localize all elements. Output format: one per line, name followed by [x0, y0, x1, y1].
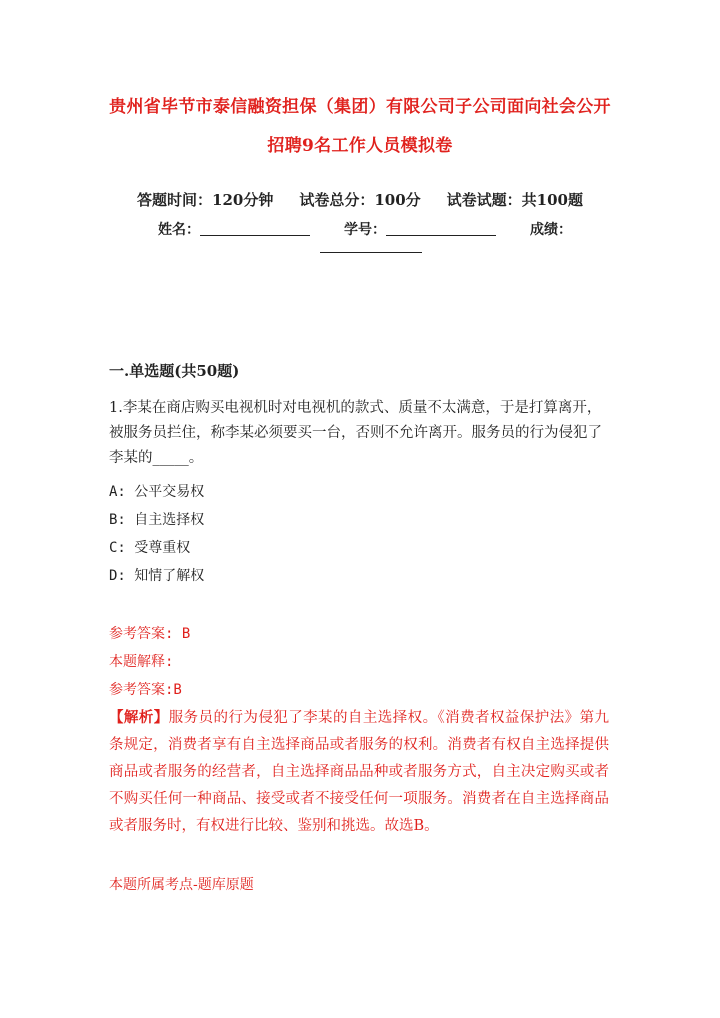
name-label: 姓名： — [158, 222, 200, 238]
document-title-line1: 贵州省毕节市泰信融资担保（集团）有限公司子公司面向社会公开 — [109, 97, 611, 117]
answer-block — [109, 620, 609, 840]
student-id-label: 学号： — [344, 222, 386, 238]
option-c: C: 受尊重权 — [109, 540, 191, 556]
knowledge-point-note: 本题所属考点-题库原题 — [109, 877, 254, 893]
exam-question-count: 试卷试题：共100题 — [446, 191, 583, 209]
student-fields — [158, 219, 572, 239]
name-blank — [200, 221, 310, 236]
score-blank — [320, 252, 422, 253]
option-b: B: 自主选择权 — [109, 512, 205, 528]
exam-time: 答题时间：120分钟 — [137, 191, 274, 209]
section-title: 一.单选题(共50题) — [109, 362, 240, 380]
analysis-text: 服务员的行为侵犯了李某的自主选择权。《消费者权益保护法》第九条规定，消费者享有自主选择商品或者服务的权利。消费者有权自主选择提供商品或者服务的经营者，自主选择商品品种或者服务方式，自主决定购买或者不购买任何一种商品、接受或者不接受任何一项服务。消费者在自主选择商品或者服务时，有权进行比较、鉴别和挑选。故选B。 — [109, 710, 610, 834]
question-options — [109, 478, 204, 590]
document-title-line2: 招聘9名工作人员模拟卷 — [267, 136, 453, 156]
explanation-label: 本题解释: — [109, 654, 174, 670]
reference-answer-2: 参考答案:B — [109, 682, 182, 698]
analysis-tag: 【解析】 — [109, 709, 169, 726]
exam-total-score: 试卷总分：100分 — [299, 191, 421, 209]
analysis — [109, 704, 609, 840]
option-d: D: 知情了解权 — [109, 568, 205, 584]
question-text: 1.李某在商店购买电视机时对电视机的款式、质量不太满意，于是打算离开，被服务员拦住，称李某必须要买一台，否则不允许离开。服务员的行为侵犯了李某的_____。 — [109, 400, 602, 466]
score-label: 成绩： — [530, 222, 572, 238]
reference-answer: 参考答案: B — [109, 626, 191, 642]
exam-meta — [60, 189, 660, 210]
student-id-blank — [386, 221, 496, 236]
option-a: A: 公平交易权 — [109, 484, 205, 500]
